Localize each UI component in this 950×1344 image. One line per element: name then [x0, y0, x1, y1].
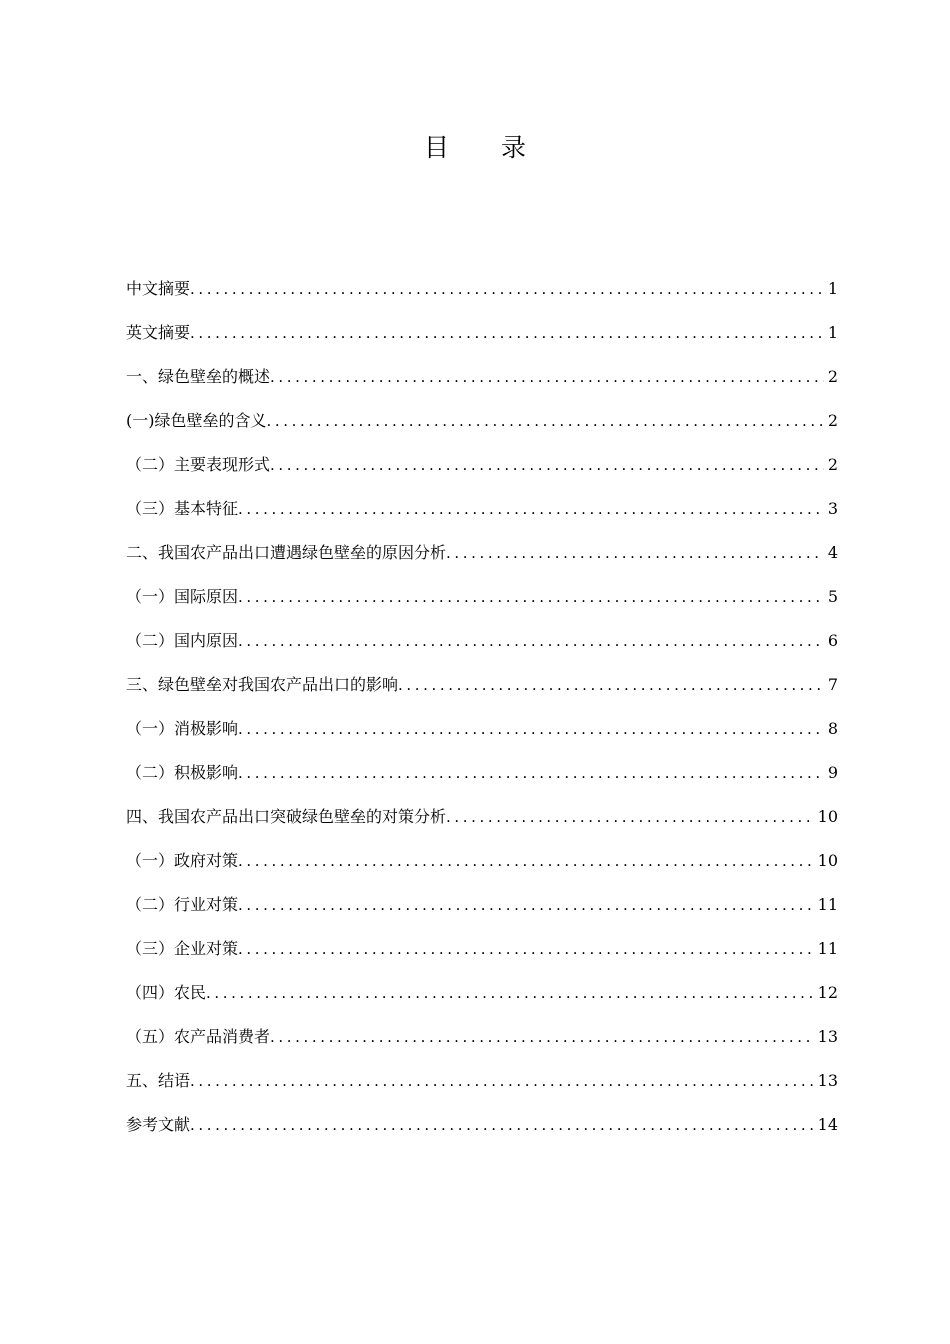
toc-entry[interactable]	[126, 886, 838, 930]
toc-entry-page: 1	[827, 323, 838, 342]
toc-entry-label: （二）主要表现形式	[126, 455, 271, 474]
toc-dot-leader	[238, 578, 824, 616]
toc-entry[interactable]	[126, 930, 838, 974]
toc-entry-label: 二、我国农产品出口遭遇绿色壁垒的原因分析	[126, 543, 447, 562]
toc-entry-label: 英文摘要	[126, 323, 191, 342]
toc-entry-page: 12	[817, 983, 838, 1002]
toc-entry[interactable]	[126, 270, 838, 314]
toc-entry[interactable]	[126, 842, 838, 886]
toc-entry[interactable]	[126, 754, 838, 798]
toc-dot-leader	[238, 754, 824, 792]
toc-entry-label: （二）国内原因	[126, 631, 239, 650]
toc-entry-page: 5	[827, 587, 838, 606]
toc-entry[interactable]	[126, 666, 838, 710]
toc-entry[interactable]	[126, 1018, 838, 1062]
toc-dot-leader	[446, 534, 824, 572]
toc-entry-label: （三）企业对策	[126, 939, 239, 958]
toc-dot-leader	[190, 314, 824, 352]
page-title: 目 录	[424, 133, 548, 162]
toc-entry[interactable]	[126, 1106, 838, 1150]
toc-entry-page: 4	[827, 543, 838, 562]
toc-entry-page: 10	[817, 851, 838, 870]
toc-entry-label: （一）国际原因	[126, 587, 239, 606]
toc-entry-label: （二）行业对策	[126, 895, 239, 914]
toc-entry-label: （四）农民	[126, 983, 207, 1002]
toc-dot-leader	[270, 358, 824, 396]
toc-dot-leader	[238, 490, 824, 528]
toc-entry[interactable]	[126, 798, 838, 842]
toc-entry[interactable]	[126, 314, 838, 358]
toc-dot-leader	[190, 270, 824, 308]
toc-entry-page: 3	[827, 499, 838, 518]
toc-entry-page: 14	[817, 1115, 838, 1134]
toc-dot-leader	[270, 1018, 814, 1056]
toc-entry-label: （二）积极影响	[126, 763, 239, 782]
toc-entry-page: 1	[827, 279, 838, 298]
toc-entry-label: （一）政府对策	[126, 851, 239, 870]
toc-entry-page: 13	[817, 1071, 838, 1090]
toc-dot-leader	[267, 402, 824, 440]
toc-entry-page: 8	[827, 719, 838, 738]
toc-entry[interactable]	[126, 710, 838, 754]
toc-dot-leader	[190, 1106, 814, 1144]
toc-entry-page: 10	[817, 807, 838, 826]
toc-entry-page: 11	[817, 939, 838, 958]
toc-dot-leader	[238, 622, 824, 660]
toc-entry-page: 2	[827, 367, 838, 386]
toc-entry-label: （三）基本特征	[126, 499, 239, 518]
toc-entry[interactable]	[126, 358, 838, 402]
toc-entry[interactable]	[126, 534, 838, 578]
toc-entry-label: 中文摘要	[126, 279, 191, 298]
table-of-contents	[126, 270, 838, 1150]
toc-entry-page: 2	[827, 455, 838, 474]
toc-entry-label: （五）农产品消费者	[126, 1027, 271, 1046]
toc-entry-page: 11	[817, 895, 838, 914]
toc-entry[interactable]	[126, 622, 838, 666]
toc-entry[interactable]	[126, 974, 838, 1018]
toc-entry-label: 三、绿色壁垒对我国农产品出口的影响	[126, 675, 399, 694]
toc-dot-leader	[238, 886, 814, 924]
toc-dot-leader	[270, 446, 824, 484]
toc-entry[interactable]	[126, 402, 838, 446]
toc-dot-leader	[238, 710, 824, 748]
toc-entry-page: 7	[827, 675, 838, 694]
toc-entry-label: 五、结语	[126, 1071, 191, 1090]
toc-entry-page: 9	[827, 763, 838, 782]
toc-entry-label: （一）消极影响	[126, 719, 239, 738]
toc-entry[interactable]	[126, 490, 838, 534]
toc-entry[interactable]	[126, 578, 838, 622]
toc-entry-page: 13	[817, 1027, 838, 1046]
toc-dot-leader	[238, 842, 814, 880]
toc-entry-page: 2	[827, 411, 838, 430]
toc-entry-label: 参考文献	[126, 1115, 191, 1134]
toc-entry-page: 6	[827, 631, 838, 650]
toc-dot-leader	[446, 798, 814, 836]
toc-entry-label: (一)绿色壁垒的含义	[126, 411, 267, 430]
toc-dot-leader	[398, 666, 824, 704]
toc-entry-label: 一、绿色壁垒的概述	[126, 367, 271, 386]
toc-entry-label: 四、我国农产品出口突破绿色壁垒的对策分析	[126, 807, 447, 826]
toc-entry[interactable]	[126, 446, 838, 490]
toc-entry[interactable]	[126, 1062, 838, 1106]
toc-dot-leader	[238, 930, 814, 968]
toc-dot-leader	[190, 1062, 814, 1100]
toc-dot-leader	[206, 974, 814, 1012]
